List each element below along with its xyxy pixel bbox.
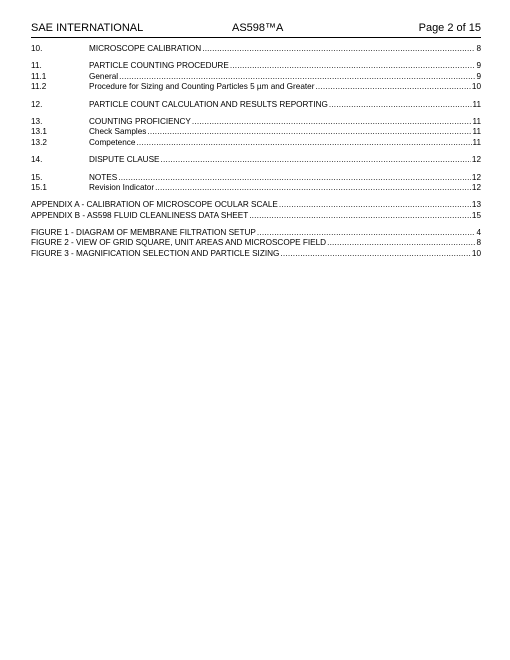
- toc-title: DISPUTE CLAUSE: [89, 155, 160, 165]
- toc-title: MICROSCOPE CALIBRATION: [89, 44, 202, 53]
- dot-leader: [279, 200, 471, 210]
- toc-page: 11: [472, 137, 481, 147]
- toc-page: 15: [471, 210, 481, 220]
- toc-title: General: [89, 71, 119, 81]
- dot-leader: [230, 61, 476, 71]
- dot-leader: [192, 117, 472, 127]
- toc-entry-15-1: [31, 183, 481, 193]
- toc-entry-13-1: [31, 127, 481, 137]
- page-indicator: Page 2 of 15: [418, 22, 481, 34]
- toc-entry-appendix-a: [31, 200, 481, 210]
- toc-entry-appendix-b: [31, 211, 481, 221]
- dot-leader: [147, 127, 471, 137]
- toc-page: 10: [471, 248, 481, 258]
- toc-entry-14: [31, 155, 481, 165]
- toc-entry-13: [31, 117, 481, 127]
- toc-number: 13.2: [31, 137, 47, 147]
- dot-leader: [327, 238, 475, 248]
- toc-number: 13.1: [31, 127, 47, 137]
- toc-page: 9: [476, 71, 481, 81]
- document-number: AS598™A: [232, 22, 284, 34]
- toc-page: 8: [476, 44, 481, 53]
- toc-number: 10.: [31, 44, 43, 53]
- toc-entry-figure-3: [31, 249, 481, 259]
- dot-leader: [329, 100, 472, 110]
- dot-leader: [280, 249, 471, 259]
- dot-leader: [315, 82, 470, 92]
- toc-page: 10: [471, 82, 481, 92]
- toc-entry-10: [31, 44, 481, 54]
- table-of-contents: [31, 44, 481, 259]
- toc-title: APPENDIX A - CALIBRATION OF MICROSCOPE OCULAR SCALE: [31, 200, 278, 210]
- dot-leader: [249, 211, 471, 221]
- toc-page: 12: [471, 182, 481, 192]
- dot-leader: [257, 228, 476, 238]
- dot-leader: [155, 183, 471, 193]
- toc-page: 4: [476, 228, 481, 238]
- toc-title: COUNTING PROFICIENCY: [89, 116, 191, 126]
- toc-title: PARTICLE COUNTING PROCEDURE: [89, 61, 229, 71]
- toc-number: 15.: [31, 172, 43, 182]
- toc-page: 13: [471, 200, 481, 210]
- toc-number: 11.: [31, 61, 42, 71]
- toc-page: 11: [472, 116, 481, 126]
- dot-leader: [136, 138, 471, 148]
- toc-entry-15: [31, 173, 481, 183]
- toc-entry-11-1: [31, 72, 481, 82]
- dot-leader: [202, 44, 475, 54]
- toc-entry-12: [31, 100, 481, 110]
- toc-title: Competence: [89, 137, 136, 147]
- toc-entry-11: [31, 61, 481, 71]
- page-header: [31, 20, 481, 38]
- toc-title: Check Samples: [89, 127, 147, 137]
- organization-name: SAE INTERNATIONAL: [31, 22, 144, 34]
- toc-number: 12.: [31, 99, 43, 109]
- toc-number: 14.: [31, 155, 43, 165]
- toc-title: PARTICLE COUNT CALCULATION AND RESULTS REPORTING: [89, 99, 328, 109]
- toc-number: 11.2: [31, 82, 47, 92]
- toc-title: NOTES: [89, 172, 118, 182]
- toc-number: 11.1: [31, 71, 47, 81]
- toc-entry-figure-2: [31, 238, 481, 248]
- toc-page: 11: [472, 127, 481, 137]
- toc-entry-11-2: [31, 82, 481, 92]
- toc-page: 8: [476, 238, 481, 248]
- toc-title: Procedure for Sizing and Counting Particles 5 µm and Greater: [89, 82, 315, 92]
- toc-page: 12: [471, 155, 481, 165]
- dot-leader: [119, 72, 475, 82]
- toc-title: FIGURE 3 - MAGNIFICATION SELECTION AND PARTICLE SIZING: [31, 248, 280, 258]
- toc-title: FIGURE 2 - VIEW OF GRID SQUARE, UNIT AREAS AND MICROSCOPE FIELD: [31, 238, 327, 248]
- toc-number: 13.: [31, 116, 43, 126]
- toc-entry-figure-1: [31, 228, 481, 238]
- toc-page: 12: [471, 172, 481, 182]
- toc-title: Revision Indicator: [89, 182, 155, 192]
- toc-title: APPENDIX B - AS598 FLUID CLEANLINESS DATA SHEET: [31, 210, 249, 220]
- toc-number: 15.1: [31, 182, 47, 192]
- dot-leader: [161, 155, 471, 165]
- dot-leader: [118, 173, 471, 183]
- toc-entry-13-2: [31, 138, 481, 148]
- toc-page: 11: [472, 99, 481, 109]
- toc-page: 9: [476, 61, 481, 71]
- toc-title: FIGURE 1 - DIAGRAM OF MEMBRANE FILTRATION SETUP: [31, 228, 256, 238]
